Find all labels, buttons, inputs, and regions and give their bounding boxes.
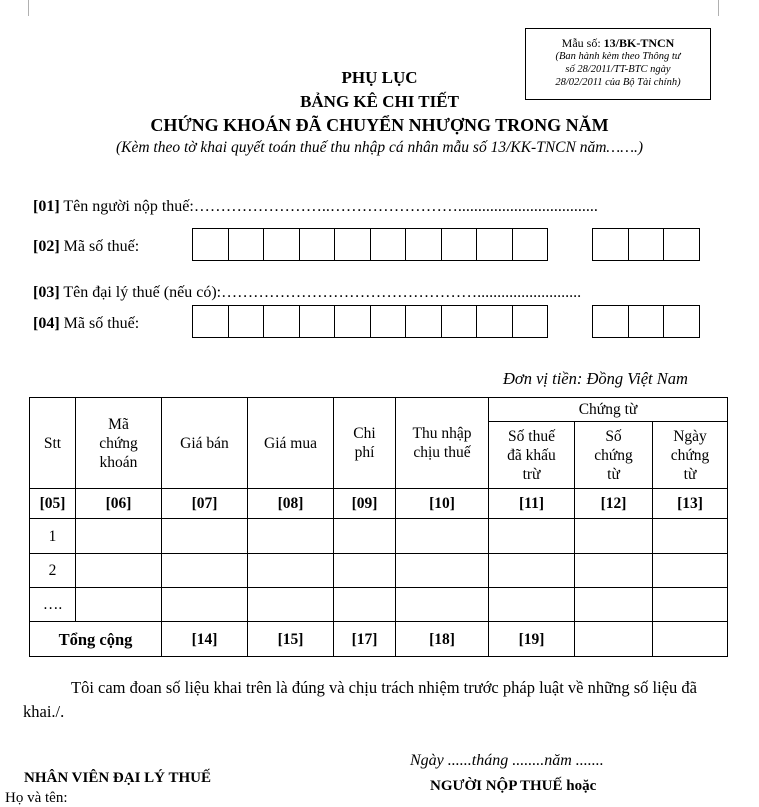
field-03-agent-name: [03] Tên đại lý thuế (nếu có):………………………………………….......................... <box>33 284 582 301</box>
digit-box[interactable] <box>476 305 513 338</box>
digit-box[interactable] <box>628 305 665 338</box>
digit-box[interactable] <box>405 305 442 338</box>
total-code: [14] <box>162 622 248 657</box>
total-code: [19] <box>489 622 575 657</box>
table-row <box>30 554 728 588</box>
taxpayer-signature-title: NGƯỜI NỘP THUẾ hoặc <box>430 778 597 794</box>
header-buy-price: Giá mua <box>248 398 334 489</box>
header-document-date: Ngày chứng từ <box>653 422 728 489</box>
digit-box[interactable] <box>592 305 629 338</box>
digit-box[interactable] <box>334 305 371 338</box>
field-04-agent-tax-code: [04] Mã số thuế: <box>33 315 140 332</box>
date-line: Ngày ......tháng ........năm ....... <box>410 752 604 769</box>
digit-box[interactable] <box>663 305 700 338</box>
header-sell-price: Giá bán <box>162 398 248 489</box>
code-cell: [11] <box>489 489 575 519</box>
table-row <box>30 519 728 554</box>
code-cell: [05] <box>30 489 76 519</box>
agent-name-label: Họ và tên: <box>5 790 68 806</box>
digit-box[interactable] <box>370 305 407 338</box>
digit-box[interactable] <box>441 228 478 261</box>
form-issued-line2: số 28/2011/TT-BTC ngày <box>565 64 671 75</box>
page-corner-mark-right <box>718 0 725 16</box>
header-securities-code: Mã chứng khoán <box>76 398 162 489</box>
row-number: 1 <box>30 519 76 554</box>
digit-box[interactable] <box>263 228 300 261</box>
form-issued-line1: (Ban hành kèm theo Thông tư <box>555 51 681 62</box>
title-appendix: PHỤ LỤC <box>341 68 418 87</box>
digit-box[interactable] <box>228 228 265 261</box>
total-row <box>30 622 728 657</box>
header-expense: Chi phí <box>334 398 396 489</box>
code-cell: [13] <box>653 489 728 519</box>
field-02-tax-code: [02] Mã số thuế: <box>33 238 140 255</box>
digit-box[interactable] <box>299 228 336 261</box>
code-cell: [12] <box>575 489 653 519</box>
header-documents: Chứng từ <box>489 398 728 422</box>
digit-box[interactable] <box>441 305 478 338</box>
tax-code-04-suffix-boxes[interactable] <box>593 305 700 338</box>
row-number: 2 <box>30 554 76 588</box>
digit-box[interactable] <box>592 228 629 261</box>
digit-box[interactable] <box>663 228 700 261</box>
subtitle: (Kèm theo tờ khai quyết toán thuế thu nhập cá nhân mẫu số 13/KK-TNCN năm…….) <box>115 139 644 156</box>
code-cell: [07] <box>162 489 248 519</box>
table-row <box>30 588 728 622</box>
form-issued-line3: 28/02/2011 của Bộ Tài chính) <box>555 77 681 88</box>
title-securities: CHỨNG KHOÁN ĐÃ CHUYỂN NHƯỢNG TRONG NĂM <box>150 115 609 135</box>
column-code-row <box>30 489 728 519</box>
digit-box[interactable] <box>628 228 665 261</box>
code-cell: [08] <box>248 489 334 519</box>
field-01-taxpayer-name: [01] Tên người nộp thuế:……………………..……………………................................... <box>33 198 598 215</box>
digit-box[interactable] <box>405 228 442 261</box>
total-code: [18] <box>396 622 489 657</box>
digit-box[interactable] <box>192 228 229 261</box>
agent-signature-title: NHÂN VIÊN ĐẠI LÝ THUẾ <box>24 770 211 786</box>
digit-box[interactable] <box>334 228 371 261</box>
digit-box[interactable] <box>263 305 300 338</box>
code-cell: [06] <box>76 489 162 519</box>
header-stt: Stt <box>30 398 76 489</box>
digit-box[interactable] <box>299 305 336 338</box>
digit-box[interactable] <box>228 305 265 338</box>
form-code-box <box>525 28 711 100</box>
tax-code-02-suffix-boxes[interactable] <box>593 228 700 261</box>
declaration-text: Tôi cam đoan số liệu khai trên là đúng và chịu trách nhiệm trước pháp luật về những số liệu đã khai./. <box>23 678 697 721</box>
title-detail-list: BẢNG KÊ CHI TIẾT <box>300 92 459 111</box>
digit-box[interactable] <box>512 305 549 338</box>
code-cell: [10] <box>396 489 489 519</box>
securities-table <box>29 397 728 657</box>
form-code-label: Mẫu số: <box>561 36 604 50</box>
digit-box[interactable] <box>476 228 513 261</box>
total-code: [17] <box>334 622 396 657</box>
code-cell: [09] <box>334 489 396 519</box>
digit-box[interactable] <box>192 305 229 338</box>
total-code: [15] <box>248 622 334 657</box>
form-code: 13/BK-TNCN <box>603 36 675 50</box>
header-taxable-income: Thu nhập chịu thuế <box>396 398 489 489</box>
digit-box[interactable] <box>512 228 549 261</box>
header-document-number: Số chứng từ <box>575 422 653 489</box>
currency-unit: Đơn vị tiền: Đồng Việt Nam <box>503 369 688 388</box>
row-number: …. <box>30 588 76 622</box>
header-tax-withheld: Số thuế đã khấu trừ <box>489 422 575 489</box>
tax-code-04-boxes[interactable] <box>193 305 548 338</box>
tax-code-02-boxes[interactable] <box>193 228 548 261</box>
digit-box[interactable] <box>370 228 407 261</box>
page-corner-mark-left <box>22 0 29 16</box>
total-label: Tổng cộng <box>30 622 162 657</box>
